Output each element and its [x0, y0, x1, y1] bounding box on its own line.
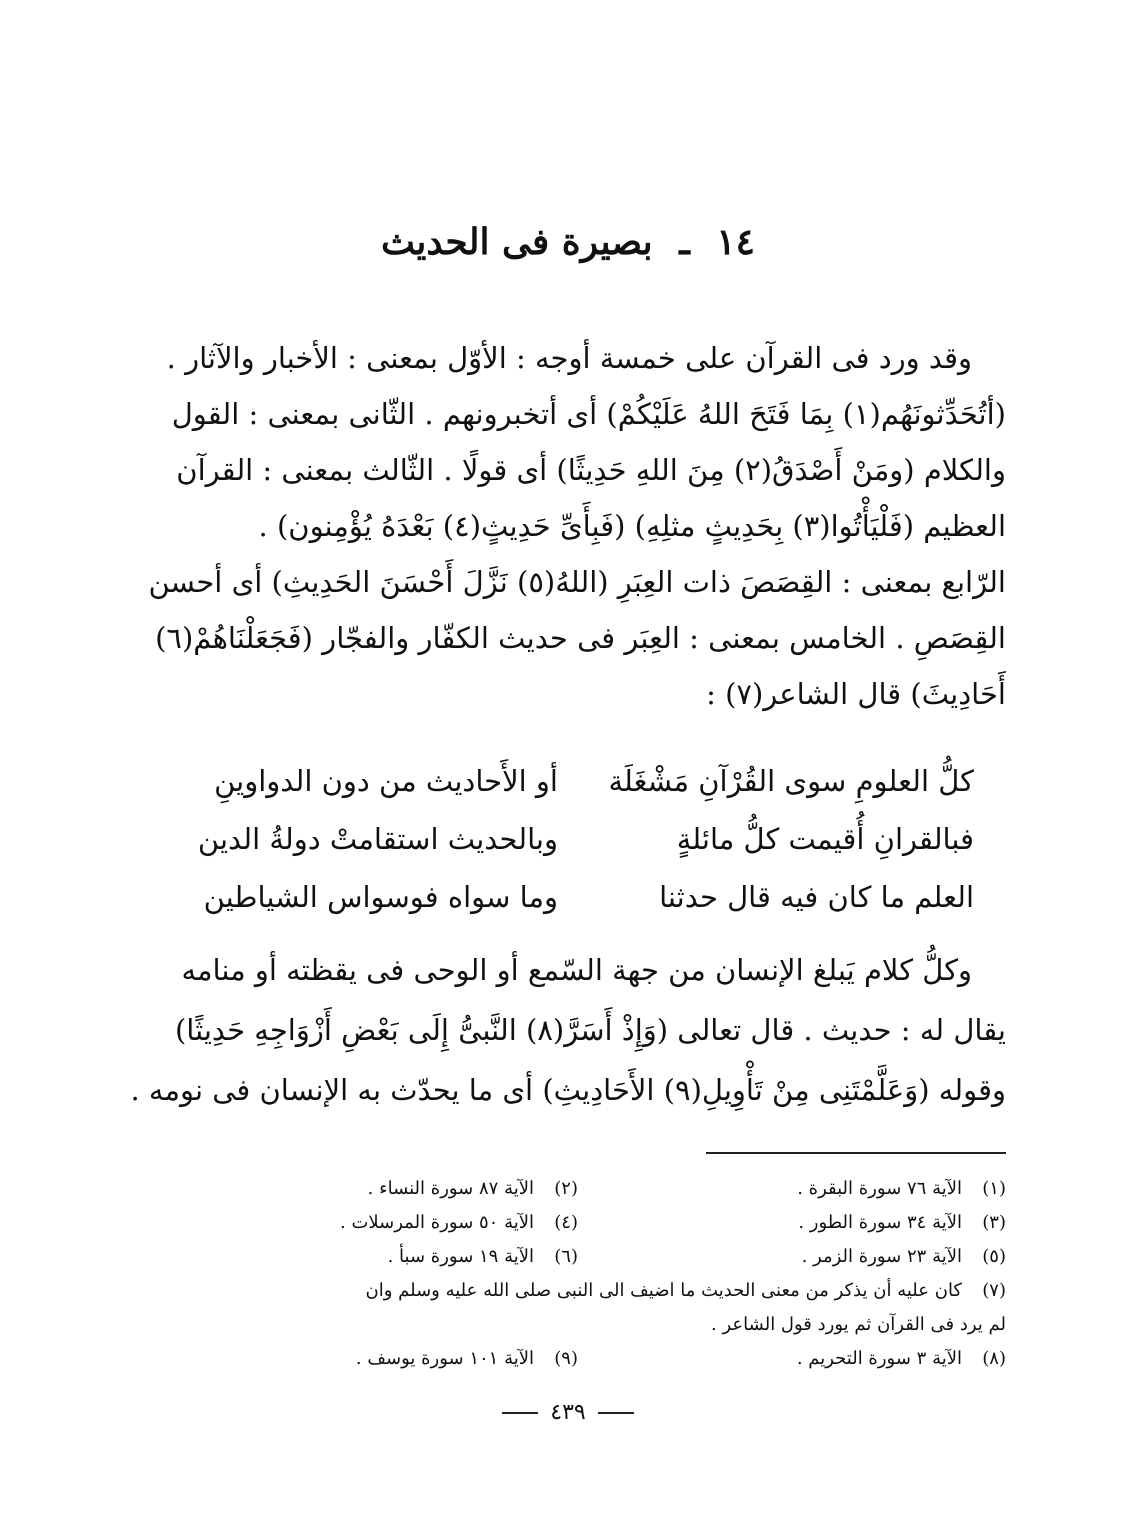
text-line: القِصَصِ . الخامس بمعنى : العِبَر فى حديث الكفّار والفجّار (فَجَعَلْنَاهُمْ(٦): [155, 621, 1006, 655]
text-line: الرّابع بمعنى : القِصَصَ ذات العِبَرِ (اللهُ(٥) نَزَّلَ أَحْسَنَ الحَدِيثِ) أى أحسن: [148, 565, 1006, 599]
footnote-text: الآية ١٠١ سورة يوسف .: [355, 1348, 534, 1369]
footnote: [578, 1240, 1006, 1274]
footnote-text: الآية ٥٠ سورة المرسلات .: [340, 1212, 534, 1233]
footnote-number: (٣): [982, 1212, 1006, 1233]
text-line: (أتُحَدِّثونَهُم(١) بِمَا فَتَحَ اللهُ عَلَيْكُمْ) أى أتخبرونهم . الثّانى بمعنى : القول: [171, 397, 1006, 431]
text-line: العظيم (فَلْيَأْتُوا(٣) بِحَدِيثٍ مثلِهِ) (فَبِأَىِّ حَدِيثٍ(٤) بَعْدَهُ يُؤْمِنون) .: [258, 509, 1006, 543]
footnote-continuation: لم يرد فى القرآن ثم يورد قول الشاعر .: [711, 1314, 1006, 1335]
footnote-number: (٩): [554, 1348, 578, 1369]
footnote-row: [150, 1240, 1006, 1274]
page-number-dash: [598, 1412, 634, 1414]
footnote-number: (٧): [982, 1280, 1006, 1301]
poem: [158, 752, 974, 926]
footnote-text: الآية ١٩ سورة سبأ .: [387, 1246, 534, 1267]
footnote: [578, 1206, 1006, 1240]
footnote: [150, 1342, 578, 1376]
verse-first-half: كلُّ العلومِ سوى القُرْآنِ مَشْغَلَة: [608, 764, 974, 798]
footnote: [150, 1240, 578, 1274]
footnote: [578, 1172, 1006, 1206]
footnote-text: الآية ٧٦ سورة البقرة .: [797, 1178, 962, 1199]
text-line: وقوله (وَعَلَّمْتَنِى مِنْ تَأْوِيلِ(٩) الأَحَادِيثِ) أى ما يحدّث به الإنسان فى نومه .: [130, 1073, 1006, 1107]
footnote-text: الآية ٢٣ سورة الزمر .: [801, 1246, 962, 1267]
footnotes: [150, 1172, 1006, 1376]
footnote-row: [150, 1274, 1006, 1308]
footnote-text: الآية ٨٧ سورة النساء .: [367, 1178, 534, 1199]
verse-first-half: فبالقرانِ أُقيمت كلُّ مائلةٍ: [676, 822, 974, 856]
text-line: أَحَادِيثَ) قال الشاعر(٧) :: [706, 677, 1006, 711]
footnote-text: الآية ٣ سورة التحريم .: [796, 1348, 962, 1369]
text-line: والكلام (ومَنْ أَصْدَقُ(٢) مِنَ اللهِ حَدِيثًا) أى قولًا . الثّالث بمعنى : القرآن: [176, 453, 1006, 487]
poem-verse: [158, 810, 974, 868]
footnote-row: [150, 1206, 1006, 1240]
footnote-row: [150, 1342, 1006, 1376]
footnote-number: (٨): [982, 1348, 1006, 1369]
footnote-text: الآية ٣٤ سورة الطور .: [798, 1212, 962, 1233]
footnote: [150, 1206, 578, 1240]
chapter-title: [0, 212, 1136, 272]
text-line: يقال له : حديث . قال تعالى (وَإِذْ أَسَرَّ(٨) النَّبىُّ إِلَى بَعْضِ أَزْوَاجِهِ حَدِيثًا): [174, 1013, 1006, 1047]
verse-second-half: أو الأَحاديث من دون الدواوينِ: [214, 764, 558, 798]
footnote: [150, 1172, 578, 1206]
paragraph-speech: [130, 940, 1006, 1120]
footnote: [150, 1274, 1006, 1308]
poem-verse: [158, 752, 974, 810]
page-number-dash: [502, 1412, 538, 1414]
page-number: [0, 1400, 1136, 1425]
footnote-number: (١): [982, 1178, 1006, 1199]
page-number-value: ٤٣٩: [550, 1400, 586, 1425]
poem-verse: [158, 868, 974, 926]
footnote-number: (٤): [554, 1212, 578, 1233]
footnote-row: [150, 1172, 1006, 1206]
title-dash: ـ: [679, 221, 690, 263]
text-line: وقد ورد فى القرآن على خمسة أوجه : الأوّل بمعنى : الأخبار والآثار .: [166, 341, 972, 375]
footnote-number: (٢): [554, 1178, 578, 1199]
footnote: [578, 1342, 1006, 1376]
verse-first-half: العلم ما كان فيه قال حدثنا: [659, 880, 974, 914]
footnote-row: [150, 1308, 1006, 1342]
footnote-number: (٦): [554, 1246, 578, 1267]
footnote-number: (٥): [982, 1246, 1006, 1267]
verse-second-half: وما سواه فوسواس الشياطين: [203, 880, 558, 914]
verse-second-half: وبالحديث استقامتْ دولةُ الدين: [197, 822, 558, 856]
text-line: وكلُّ كلام يَبلغ الإنسان من جهة السّمع أو الوحى فى يقظته أو منامه: [181, 953, 972, 987]
chapter-number: ١٤: [716, 221, 755, 263]
paragraph-meanings: [148, 330, 1006, 722]
footnote-text: كان عليه أن يذكر من معنى الحديث ما اضيف الى النبى صلى الله عليه وسلم وان: [365, 1280, 962, 1301]
chapter-heading: بصيرة فى الحديث: [381, 221, 653, 263]
footnote-divider: [706, 1152, 1006, 1154]
